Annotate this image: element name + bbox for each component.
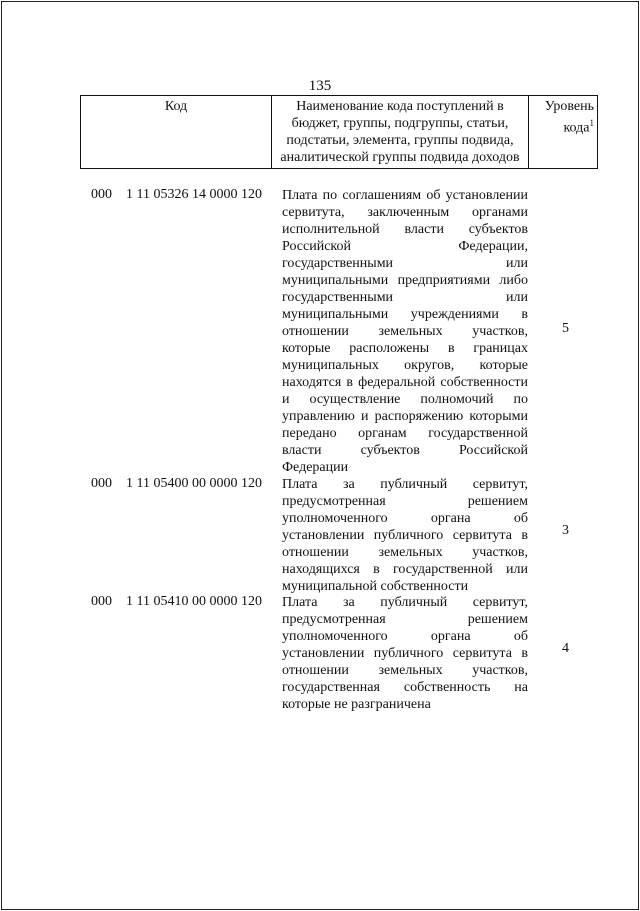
- header-table: [80, 95, 598, 169]
- revenue-name-line: муниципальными учреждениями в: [282, 307, 528, 322]
- revenue-name-line: которые расположены в границах: [282, 341, 528, 356]
- revenue-name-line: установлении публичного сервитута в: [282, 528, 528, 543]
- revenue-name-line: государственными или: [282, 256, 528, 271]
- header-code-label: Код: [164, 99, 188, 114]
- header-name-cell: [272, 96, 529, 169]
- page-number: 135: [308, 78, 332, 94]
- revenue-name-line: Федерации: [282, 460, 349, 475]
- revenue-name-line: Российской Федерации,: [282, 239, 528, 254]
- revenue-name-line: Плата за публичный сервитут,: [282, 477, 528, 492]
- revenue-name: [282, 594, 528, 713]
- revenue-name-line: Плата за публичный сервитут,: [282, 595, 528, 610]
- code-level: 3: [562, 523, 569, 538]
- revenue-name-line: которые не разграничена: [282, 697, 431, 712]
- revenue-name-line: сервитута, заключенным органами: [282, 205, 528, 220]
- revenue-name-line: муниципальными предприятиями либо: [282, 273, 528, 288]
- header-code-cell: [81, 96, 272, 169]
- header-level-label: Уровень: [544, 99, 594, 114]
- revenue-name-line: муниципальной собственности: [282, 579, 469, 594]
- revenue-name: [282, 476, 528, 595]
- revenue-name-line: отношении земельных участков,: [282, 545, 528, 560]
- revenue-name-line: отношении земельных участков,: [282, 324, 528, 339]
- revenue-name-line: исполнительной власти субъектов: [282, 222, 528, 237]
- revenue-name-line: предусмотренная решением: [282, 494, 528, 509]
- revenue-name-line: находящихся в государственной или: [282, 562, 528, 577]
- header-name-line: бюджет, группы, подгруппы, статьи,: [291, 116, 509, 131]
- footnote-marker: 1: [589, 118, 594, 128]
- revenue-name-line: уполномоченного органа об: [282, 511, 528, 526]
- revenue-name-line: государственная собственность на: [282, 680, 528, 695]
- admin-code: 000: [91, 476, 112, 491]
- revenue-name-line: Плата по соглашениям об установлении: [282, 188, 528, 203]
- revenue-name-line: уполномоченного органа об: [282, 629, 528, 644]
- code-level: 5: [562, 321, 569, 336]
- header-name-line: аналитической группы подвида доходов: [280, 150, 520, 165]
- revenue-code: 1 11 05326 14 0000 120: [126, 187, 262, 202]
- header-name-line: Наименование кода поступлений в: [296, 99, 504, 114]
- revenue-name-line: муниципальных округов, которые: [282, 358, 528, 373]
- revenue-name-line: установлении публичного сервитута в: [282, 646, 528, 661]
- revenue-name-line: находятся в федеральной собственности: [282, 375, 528, 390]
- header-level-label: кода: [563, 120, 590, 136]
- revenue-code: 1 11 05410 00 0000 120: [126, 594, 262, 609]
- code-level: 4: [562, 641, 569, 656]
- revenue-name-line: государственными или: [282, 290, 528, 305]
- admin-code: 000: [91, 187, 112, 202]
- revenue-name: [282, 187, 528, 476]
- header-level-cell: [529, 96, 598, 169]
- revenue-code: 1 11 05400 00 0000 120: [126, 476, 262, 491]
- revenue-name-line: управлению и распоряжению которыми: [282, 409, 528, 424]
- revenue-name-line: отношении земельных участков,: [282, 663, 528, 678]
- revenue-name-line: власти субъектов Российской: [282, 443, 528, 458]
- revenue-name-line: предусмотренная решением: [282, 612, 528, 627]
- header-name-line: подстатьи, элемента, группы подвида,: [286, 133, 514, 148]
- revenue-name-line: и осуществление полномочий по: [282, 392, 528, 407]
- admin-code: 000: [91, 594, 112, 609]
- revenue-name-line: передано органам государственной: [282, 426, 528, 441]
